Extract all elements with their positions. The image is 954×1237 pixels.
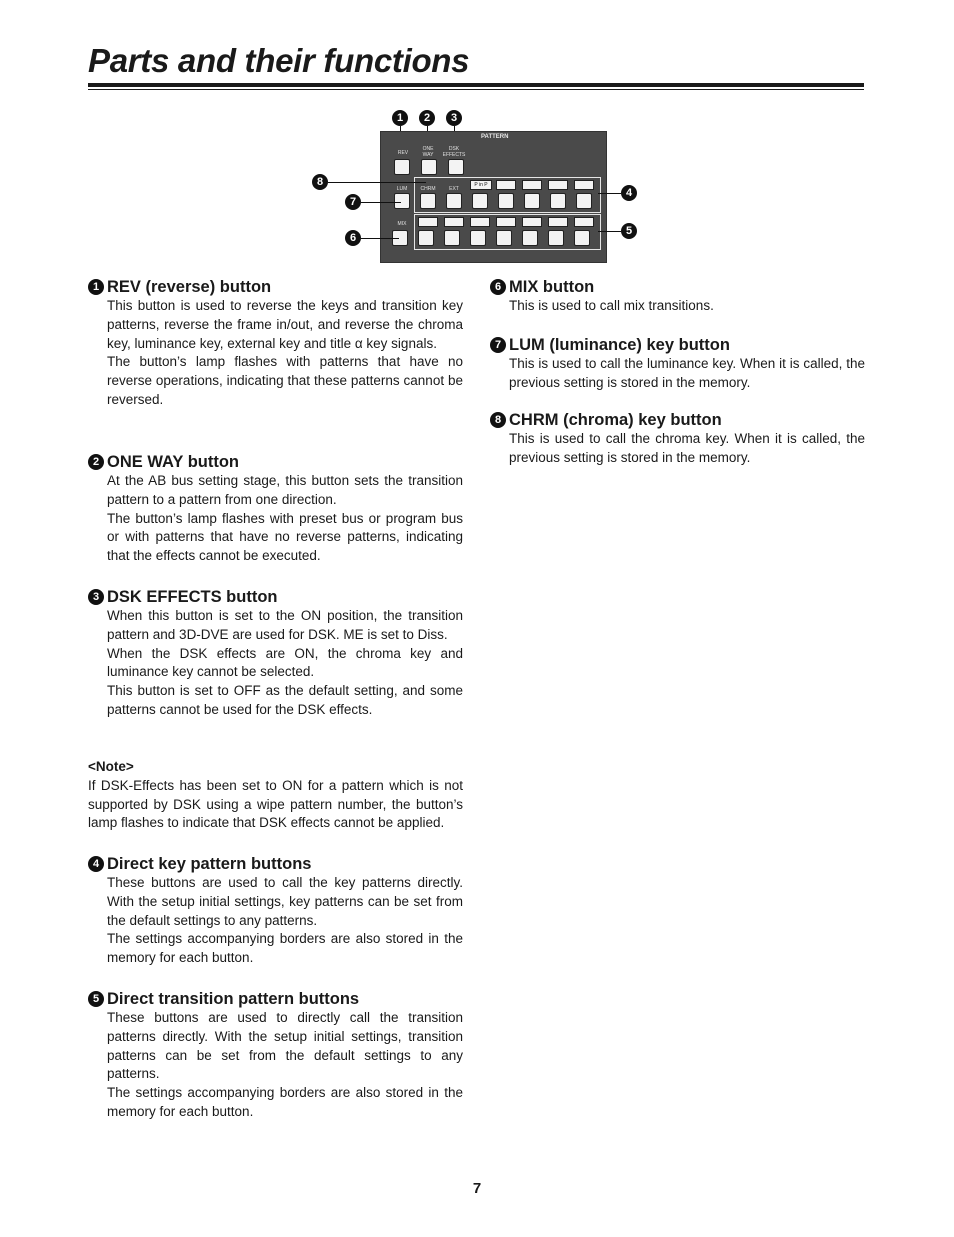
transition-pattern-button[interactable] [444,230,460,246]
paragraph: This is used to call the chroma key. When it is called, the previous setting is stored in the memory. [509,431,865,465]
section-direct-key [88,854,463,968]
section-one-way [88,452,463,566]
lum-button[interactable] [394,193,410,209]
section-dsk-effects [88,587,463,720]
paragraph: These buttons are used to directly call the transition patterns directly. With the setup initial settings, transition patterns can be set from the default settings to any patterns. [107,1010,463,1082]
panel-body [380,131,607,263]
section-heading [88,277,463,297]
transition-pattern-button[interactable] [496,230,512,246]
wipe-pattern-icon [522,217,542,227]
wipe-pattern-icon [574,217,594,227]
paragraph: The button’s lamp flashes with preset bus or program bus or with patterns that have no reverse patterns, indicating that the effects cannot be executed. [107,510,463,564]
heading-text: Direct key pattern buttons [107,855,312,873]
ext-button[interactable] [446,193,462,209]
leader-6 [361,238,399,239]
section-heading [88,587,463,607]
callout-7: 7 [345,194,361,210]
wipe-pattern-icon [548,217,568,227]
section-heading [88,452,463,472]
heading-text: CHRM (chroma) key button [509,411,722,429]
wipe-pattern-icon [418,217,438,227]
paragraph: When this button is set to the ON position, the transition pattern and 3D-DVE are used for DSK. ME is set to Diss. [107,608,463,642]
one-way-button[interactable] [421,159,437,175]
section-heading [490,277,865,297]
page-title: Parts and their functions [88,42,470,79]
paragraph: When the DSK effects are ON, the chroma key and luminance key cannot be selected. [107,645,463,680]
one-way-label: ONE WAY [422,146,434,158]
paragraph: The settings accompanying borders are also stored in the memory for each button. [107,1085,463,1119]
heading-text: DSK EFFECTS button [107,588,278,606]
star-pattern-icon [548,180,568,190]
heading-text: ONE WAY button [107,453,239,471]
transition-pattern-button[interactable] [522,230,538,246]
chrm-label: CHRM [420,186,436,192]
mix-label: MIX [397,221,407,227]
callout-3: 3 [446,110,462,126]
title-rule-thin [88,89,864,90]
note-block [88,758,463,833]
wipe-pattern-icon [444,217,464,227]
section-heading [88,854,463,874]
title-rule [88,83,864,87]
transition-pattern-button[interactable] [418,230,434,246]
section-heading [490,335,865,355]
key-pattern-button[interactable] [550,193,566,209]
section-rev [88,277,463,410]
number-badge: 3 [88,589,104,605]
leader-5 [598,231,621,232]
ext-label: EXT [449,186,459,192]
rev-label: REV [397,150,409,156]
note-heading: <Note> [88,759,134,774]
key-pattern-button[interactable] [524,193,540,209]
rev-button[interactable] [394,159,410,175]
leader-7 [361,202,401,203]
paragraph: The button’s lamp flashes with patterns that have no reverse operations, indicating that these patterns cannot be reversed. [107,354,463,407]
dsk-effects-button[interactable] [448,159,464,175]
paragraph: This is used to call the luminance key. When it is called, the previous setting is stored in the memory. [509,356,865,390]
transition-pattern-button[interactable] [470,230,486,246]
callout-8: 8 [312,174,328,190]
transition-pattern-button[interactable] [548,230,564,246]
number-badge: 8 [490,412,506,428]
circle-pattern-icon [522,180,542,190]
key-pattern-button[interactable] [498,193,514,209]
pattern-panel-diagram [300,105,660,265]
callout-5: 5 [621,223,637,239]
heading-text: REV (reverse) button [107,278,272,296]
wipe-pattern-icon [470,217,490,227]
dsk-effects-label: DSK EFFECTS [442,146,466,158]
number-badge: 1 [88,279,104,295]
callout-6: 6 [345,230,361,246]
callout-4: 4 [621,185,637,201]
section-chrm [490,410,865,468]
pattern-label: PATTERN [481,134,509,140]
paragraph: This button is used to reverse the keys and transition key patterns, reverse the frame in/out, and reverse the chroma key, luminance key, external key and title α key signals. [107,298,463,351]
section-direct-transition [88,989,463,1122]
callout-1: 1 [392,110,408,126]
pinp-pattern-label: P in P [470,180,492,190]
number-badge: 5 [88,991,104,1007]
heading-text: LUM (luminance) key button [509,336,730,354]
leader-4 [598,193,621,194]
transition-pattern-button[interactable] [574,230,590,246]
leader-8 [328,182,426,183]
paragraph: These buttons are used to call the key patterns directly. With the setup initial settings, key patterns can be set from the default settings to any patterns. [107,875,463,928]
heading-text: MIX button [509,278,595,296]
number-badge: 7 [490,337,506,353]
number-badge: 2 [88,454,104,470]
paragraph: The settings accompanying borders are also stored in the memory for each button. [107,931,463,966]
heading-text: Direct transition pattern buttons [107,990,360,1008]
callout-2: 2 [419,110,435,126]
section-lum [490,335,865,393]
paragraph: This button is set to OFF as the default setting, and some patterns cannot be used for the DSK effects. [107,683,463,717]
note-body: If DSK-Effects has been set to ON for a pattern which is not supported by DSK using a wipe pattern number, the button’s lamp flashes to indicate that DSK effects cannot be applied. [88,777,463,831]
page-number: 7 [472,1180,482,1197]
box-pattern-icon [496,180,516,190]
key-pattern-button[interactable] [576,193,592,209]
heart-pattern-icon [574,180,594,190]
section-heading [490,410,865,430]
paragraph: This is used to call mix transitions. [509,298,714,313]
section-heading [88,989,463,1009]
key-pattern-button[interactable] [472,193,488,209]
wipe-pattern-icon [496,217,516,227]
paragraph: At the AB bus setting stage, this button sets the transition pattern to a pattern from one direction. [107,473,463,507]
chrm-button[interactable] [420,193,436,209]
number-badge: 6 [490,279,506,295]
lum-label: LUM [396,186,408,192]
number-badge: 4 [88,856,104,872]
section-mix [490,277,865,316]
